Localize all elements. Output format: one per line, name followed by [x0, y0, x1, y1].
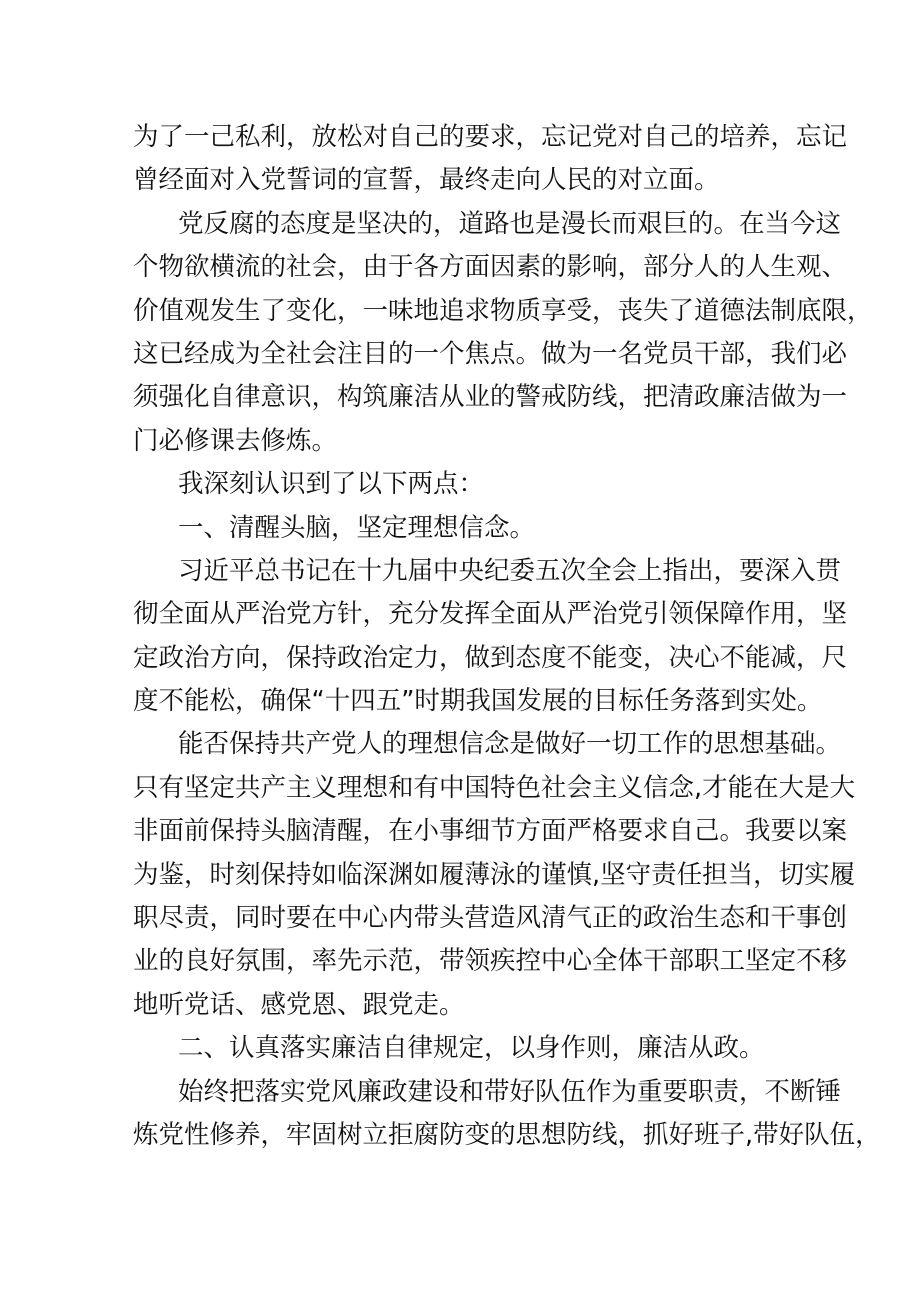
text-line: 只有坚定共产主义理想和有中国特色社会主义信念,才能在大是大	[133, 772, 856, 803]
text-line: 地听党话、感党恩、跟党走。	[133, 989, 465, 1020]
text-line: 彻全面从严治党方针，充分发挥全面从严治党引领保障作用，坚	[133, 599, 848, 630]
document-body	[133, 116, 881, 1157]
section-heading-2: 二、认真落实廉洁自律规定，以身作则，廉洁从政。	[178, 1033, 765, 1064]
text-line: 业的良好氛围，率先示范，带领疾控中心全体干部职工坚定不移	[133, 946, 848, 977]
paragraph-start-line: 能否保持共产党人的理想信念是做好一切工作的思想基础。	[178, 729, 842, 760]
paragraph-start-line: 习近平总书记在十九届中央纪委五次全会上指出，要深入贯	[178, 555, 842, 586]
paragraph-start-line: 始终把落实党风廉政建设和带好队伍作为重要职责，不断锤	[178, 1076, 842, 1107]
paragraph-start-line: 我深刻认识到了以下两点：	[178, 469, 485, 500]
text-line: 曾经面对入党誓词的宣誓，最终走向人民的对立面。	[133, 165, 720, 196]
text-line: 定政治方向，保持政治定力，做到态度不能变，决心不能减，尺	[133, 642, 848, 673]
section-heading-1: 一、清醒头脑，坚定理想信念。	[178, 512, 536, 543]
text-line: 职尽责，同时要在中心内带头营造风清气正的政治生态和干事创	[133, 903, 848, 934]
text-line: 这已经成为全社会注目的一个焦点。做为一名党员干部，我们必	[133, 338, 848, 369]
text-line: 为鉴，时刻保持如临深渊如履薄泳的谨慎,坚守责任担当，切实履	[133, 859, 856, 890]
text-line: 价值观发生了变化，一味地追求物质享受，丧失了道德法制底限，	[133, 295, 873, 326]
text-line: 非面前保持头脑清醒，在小事细节方面严格要求自己。我要以案	[133, 816, 848, 847]
text-line: 个物欲横流的社会，由于各方面因素的影响，部分人的人生观、	[133, 252, 848, 283]
paragraph-start-line: 党反腐的态度是坚决的，道路也是漫长而艰巨的。在当今这	[178, 208, 842, 239]
text-line: 门必修课去修炼。	[133, 425, 338, 456]
text-line: 须强化自律意识，构筑廉洁从业的警戒防线，把清政廉洁做为一	[133, 382, 848, 413]
text-line: 度不能松，确保“十四五”时期我国发展的目标任务落到实处。	[133, 686, 823, 717]
text-line: 为了一己私利，放松对自己的要求，忘记党对自己的培养，忘记	[133, 122, 848, 152]
text-line: 炼党性修养，牢固树立拒腐防变的思想防线，抓好班子,带好队伍，	[133, 1119, 881, 1150]
